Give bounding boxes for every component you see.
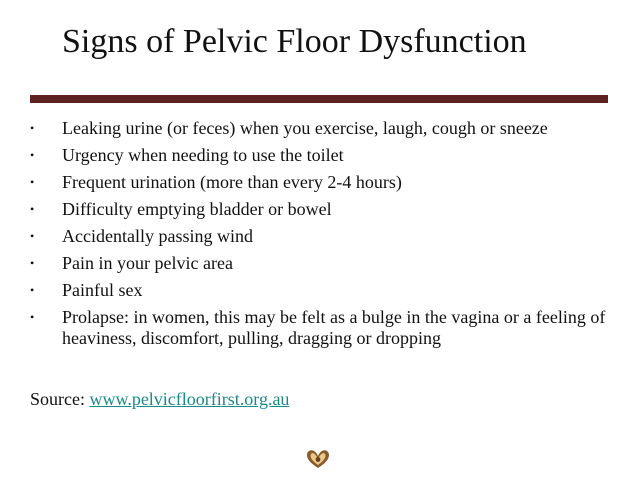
bullet-marker: • — [30, 202, 35, 216]
bullet-item — [30, 226, 615, 247]
bullet-item — [30, 307, 615, 349]
bullet-marker: • — [30, 310, 35, 324]
bullet-text: Frequent urination (more than every 2-4 hours) — [62, 172, 402, 192]
bullet-marker: • — [30, 121, 35, 135]
bullet-item — [30, 145, 615, 166]
bullet-text: Pain in your pelvic area — [62, 253, 233, 273]
title-divider — [30, 95, 608, 103]
source-citation — [30, 389, 289, 410]
bullet-marker: • — [30, 148, 35, 162]
bullet-text: Leaking urine (or feces) when you exercise, laugh, cough or sneeze — [62, 118, 548, 138]
source-label: Source: — [30, 389, 90, 409]
bullet-item — [30, 199, 615, 220]
bullet-text: Prolapse: in women, this may be felt as a bulge in the vagina or a feeling of heaviness, discomfort, pulling, dragging or dropping — [62, 307, 606, 348]
source-link[interactable]: www.pelvicfloorfirst.org.au — [89, 389, 290, 409]
bullet-marker: • — [30, 283, 35, 297]
bullet-text: Urgency when needing to use the toilet — [62, 145, 344, 165]
slide-title: Signs of Pelvic Floor Dysfunction — [62, 23, 527, 60]
bullet-marker: • — [30, 229, 35, 243]
bullet-list — [30, 118, 615, 355]
bullet-text: Painful sex — [62, 280, 143, 300]
bullet-item — [30, 172, 615, 193]
bullet-marker: • — [30, 175, 35, 189]
bullet-text: Accidentally passing wind — [62, 226, 253, 246]
bullet-marker: • — [30, 256, 35, 270]
bullet-item — [30, 280, 615, 301]
emblem-icon — [306, 448, 330, 470]
bullet-item — [30, 253, 615, 274]
bullet-item — [30, 118, 615, 139]
bullet-text: Difficulty emptying bladder or bowel — [62, 199, 332, 219]
